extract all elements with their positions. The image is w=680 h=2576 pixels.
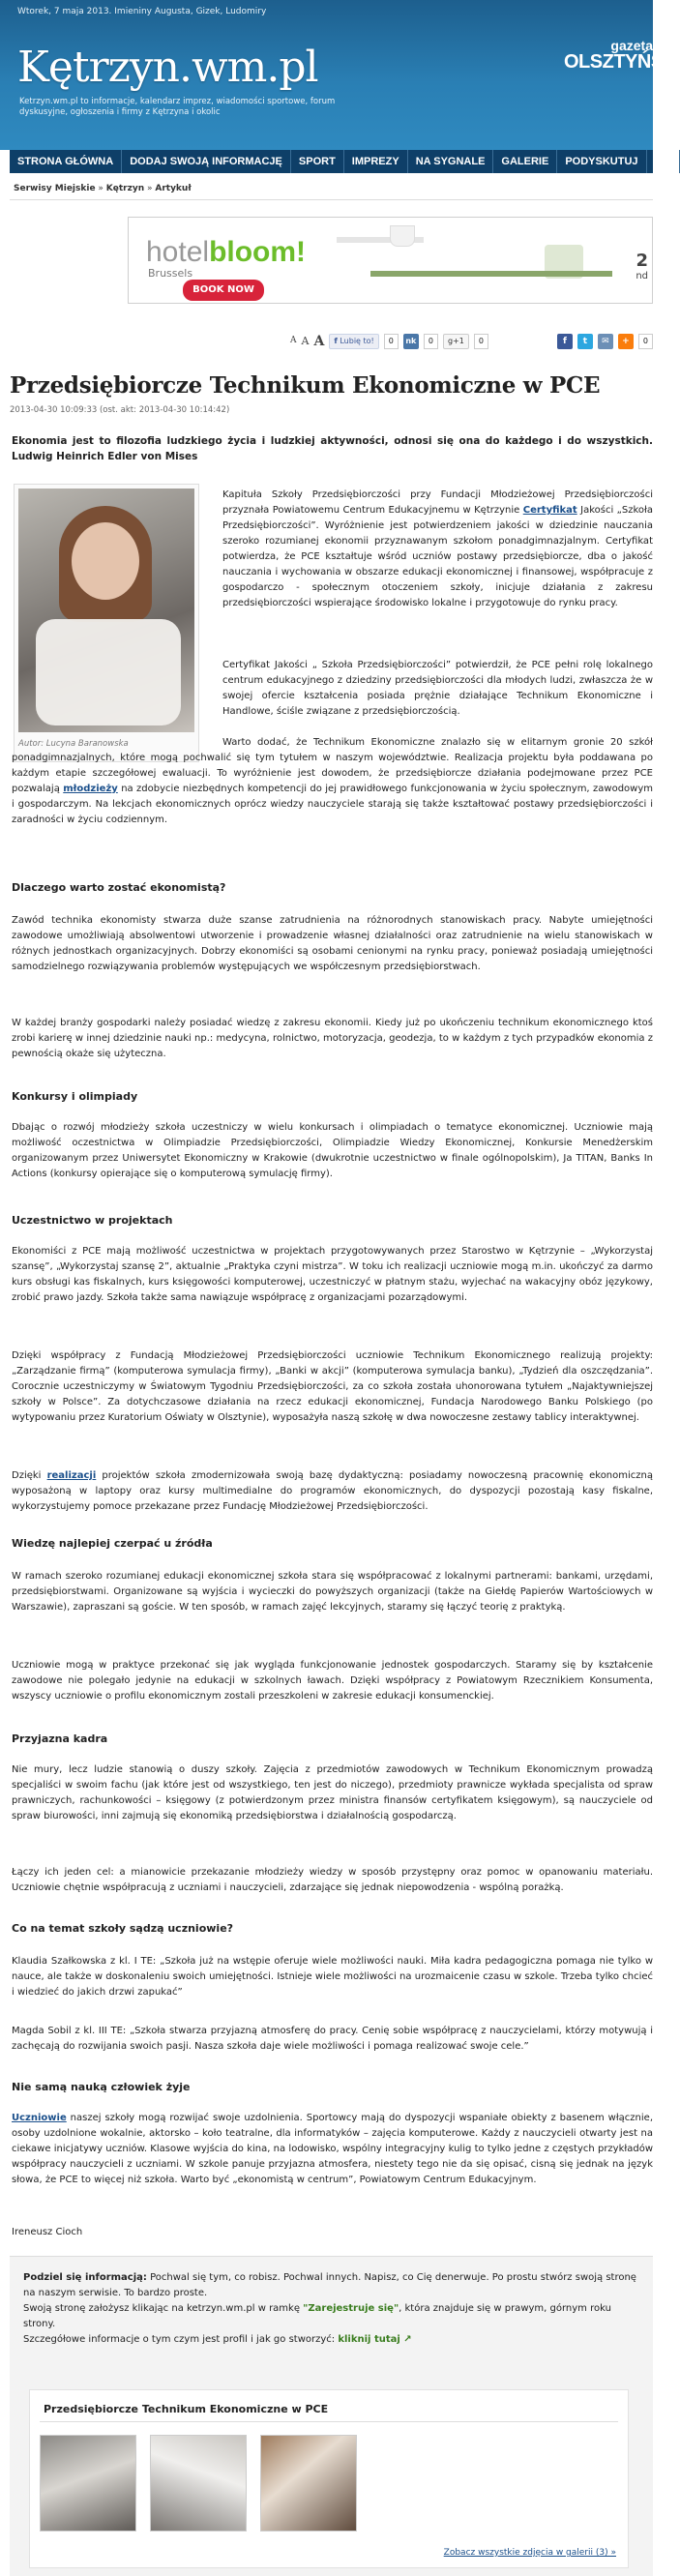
email-share-icon[interactable]: ✉ [598, 334, 613, 349]
gallery-thumb[interactable] [260, 2435, 357, 2532]
paragraph: W każdej branży gospodarki należy posiadać wiedzę z zakresu ekonomii. Kiedy już po ukończeniu technikum ekonomicznego ktoś zrobi karierę w innej dziedzinie nauki np.: medycyna, rolnictwo, motoryzacja, geodezja, to w każdym z tych przypadków ekonomia z pewnością okaże się użyteczna. [12, 1018, 653, 1059]
header-date: Wtorek, 7 maja 2013. Imieniny Augusta, Gizek, Ludomiry [17, 7, 267, 16]
facebook-like-label: Lubię to! [340, 337, 374, 345]
twitter-share-icon[interactable]: t [577, 334, 593, 349]
paragraph: Certyfikat Jakości „ Szkoła Przedsiębiorczości” potwierdził, że PCE pełni rolę lokalnego centrum edukacyjnego z dziedziny przedsiębiorczości dla młodych ludzi, zwłaszcza że w swojej ofercie kształcenia posiada prężnie działające Technikum Ekonomiczne i Handlowe, ściśle związane z przedsiębiorczością. [222, 660, 653, 717]
paragraph [12, 735, 653, 828]
gallery-title: Przedsiębiorcze Technikum Ekonomiczne w PCE [44, 2403, 329, 2415]
gallery-divider [40, 2421, 618, 2422]
article-title: Przedsiębiorcze Technikum Ekonomiczne w PCE [10, 372, 601, 399]
paragraph: Zawód technika ekonomisty stwarza duże szanse zatrudnienia na różnorodnych stanowiskach pracy. Nabyte umiejętności zawodowe umożliwiają absolwentowi utworzenie i prowadzenie własnej działalności oraz zatrudnienie na wielu stanowiskach w różnych jednostkach organizacyjnych. Dobrzy ekonomiści są osobami cenionymi na rynku pracy, ponieważ posiadają umiejętności samodzielnego rozwiązywania problemów występujących we współczesnym przedsiębiorstwach. [12, 915, 653, 972]
facebook-share-icon[interactable]: f [557, 334, 573, 349]
gplus-button[interactable]: g+1 [443, 334, 469, 349]
breadcrumb-sep: » [95, 184, 106, 193]
section-heading: Uczestnictwo w projektach [12, 1214, 173, 1227]
ad-cup [390, 225, 415, 247]
paragraph: Ekonomiści z PCE mają możliwość uczestnictwa w projektach przygotowywanych przez Starostwo w Kętrzynie – „Wykorzystaj szansę”, „Wykorzystaj szansę 2”, aktualnie „Praktyka czyni mistrza”. W toku ich realizacji uczniowie mogą m.in. ukończyć za darmo kurs obsługi kas fiskalnych, kurs księgowości komputerowej, uczestniczyć w płatnym stażu, wyjechać na wakacyjny obóz językowy, zrobić prawo jazdy. Szkoła także sama nawiązuje współpracę z organizacjami pozarządowymi. [12, 1246, 653, 1303]
article-author: Ireneusz Cioch [12, 2227, 83, 2237]
paragraph-text: Kapituła Szkoły Przedsiębiorczości przy Fundacji Młodzieżowej Przedsiębiorczości przyznała Powiatowemu Centrum Edukacyjnemu w Kętrzynie [222, 489, 653, 516]
paragraph-text: naszej szkoły mogą rozwijać swoje uzdolnienia. Sportowcy mają do dyspozycji wspaniałe obiekty z basenem włącznie, osoby uzdolnione wokalnie, aktorsko – koło teatralne, dla informatyków – zajęcia komputerowe. Każdy z nauczycieli otwarty jest na ciekawe inicjatywy uczniów. Klasowe wyjścia do kina, na lodowisko, wspólny integracyjny kulig to tylko jedne z częstych przykładów współpracy nauczycieli z uczniami. W szkole panuje przyjazna atmosfera, niestety tego nie da się opisać, cisną się jednak na język słowa, że PCE to więcej niż szkoła. Warto być „ekonomistą w centrum”, Powiatowym Centrum Edukacyjnym. [12, 2113, 653, 2185]
external-link-icon: ↗ [399, 2334, 412, 2345]
uczniowie-link[interactable]: Uczniowie [12, 2113, 67, 2123]
nav-galleries[interactable]: GALERIE [493, 150, 557, 173]
photo-gallery [29, 2389, 629, 2568]
divider [10, 199, 653, 200]
gallery-more-link[interactable]: Zobacz wszystkie zdjęcia w galerii (3) » [443, 2547, 616, 2558]
nav-discuss[interactable]: PODYSKUTUJ [557, 150, 646, 173]
share-info-text2a: Swoją stronę założysz klikając na ketrzyn.wm.pl w ramkę [23, 2303, 304, 2314]
paragraph-text: na zdobycie niezbędnych kompetencji do jej prawidłowego funkcjonowania w życiu społecznym, zawodowym i gospodarczym. Na lekcjach ekonomicznych oprócz wiedzy nauczyciele starają się także kształtować postawy przedsiębiorczości i zaradności w życiu codziennym. [12, 784, 654, 825]
paragraph-text: Warto dodać, że Technikum Ekonomiczne znalazło się w elitarnym gronie 20 szkół ponadgimnazjalnych, które mogą pochwalić się tym tytułem w naszym województwie. Realizacja projektu była poddawana po każdym etapie szczegółowej ewaluacji. To wyróżnienie jest dowodem, że przedsiębiorcze działania podejmowane przez PCE pozwalają [12, 737, 653, 794]
paragraph-text: Dzięki [12, 1470, 47, 1481]
breadcrumb-services[interactable]: Serwisy Miejskie [14, 184, 96, 193]
site-logo[interactable]: Kętrzyn.wm.pl [17, 43, 318, 92]
photo-face [72, 522, 139, 600]
nav-add-info[interactable]: DODAJ SWOJĄ INFORMACJĘ [122, 150, 291, 173]
ad-banner[interactable] [128, 217, 653, 304]
facebook-like-button[interactable] [329, 334, 378, 349]
paragraph: Dbając o rozwój młodzieży szkoła uczestniczy w wielu konkursach i olimpiadach o tematyce ekonomicznej. Uczniowie mają możliwość oczestnictwa w Olimpiadzie Przedsiębiorczości, Olimpiadzie Wiedzy Ekonomicznej, Konkursie Menedżerskim organizowanym przez Uniwersytet Ekonomiczny w Krakowie (dwukrotnie uczestnictwo w finale ogólnopolskim), Ja TITAN, Banks In Actions (konkursy opierające się o komputerową symulację firmy). [12, 1122, 653, 1179]
breadcrumb-article: Artykuł [155, 184, 192, 193]
partner-logo[interactable] [564, 38, 664, 73]
ad-table [370, 271, 612, 277]
photo-image [18, 489, 194, 732]
site-header [0, 0, 664, 150]
nk-icon[interactable]: nk [403, 334, 419, 349]
ad-brand-b: bloom! [209, 236, 307, 268]
ad-brand-a: hotel [146, 236, 210, 268]
certyfikat-link[interactable]: Certyfikat [522, 505, 577, 516]
font-medium-button[interactable]: A [301, 335, 310, 348]
nav-emergency[interactable]: NA SYGNALE [408, 150, 494, 173]
photo-paper [36, 619, 181, 725]
nk-count: 0 [424, 334, 438, 349]
ad-side-sup: nd [636, 271, 648, 281]
paragraph: Dzięki współpracy z Fundacją Młodzieżowej Przedsiębiorczości uczniowie Technikum Ekonomicznego realizują projekty: „Zarządzanie firmą” (komputerowa symulacja firmy), „Banki w akcji” (komputerowa symulacja banku), „Tydzień dla oszczędzania”. Corocznie uczestniczymy w Światowym Tygodniu Przedsiębiorczości, za co szkoła została uhonorowana tytułem „Najaktywniejszej szkoły w Polsce”. Za dotychczasowe działania na rzecz edukacji ekonomicznej, Fundacja Narodowego Banku Polskiego (po wytypowaniu przez Kuratorium Oświaty w Olsztynie), wyposażyła naszą szkołę w dwa nowoczesne zestawy tablicy interaktywnej. [12, 1350, 653, 1423]
paragraph-text: Jakości „Szkoła Przedsiębiorczości”. Wyróżnienie jest potwierdzeniem jakości w dziedzinie nauczania szeroko rozumianej ekonomii przyznawanym szkołom ponadgimnazjalnym. Certyfikat potwierdza, że PCE kształtuje wśród uczniów postawy przedsiębiorcze, dba o jakość nauczania i wychowania w obszarze edukacji ekonomicznej i finansowej, współpracuje z gospodarczo - społecznym otoczeniem szkoły, inicjuje działania z zakresu przedsiębiorczości wspierające środowisko lokalne i przygotowuje do rynku pracy. [222, 505, 653, 608]
paragraph-text: projektów szkoła zmodernizowała swoją bazę dydaktyczną: posiadamy nowoczesną pracownię ekonomiczną wyposażoną w laptopy oraz kursy multimedialne do programów ekonomicznych, do dyspozycji pozostają kasy fiskalne, wykorzystujemy pomoce przekazane przez Fundację Młodzieżowej Przedsiębiorczości. [12, 1470, 653, 1512]
share-count: 0 [638, 334, 653, 349]
site-tagline: Ketrzyn.wm.pl to informacje, kalendarz imprez, wiadomości sportowe, forum dyskusyjne, ogłoszenia i firmy z Kętrzyna i okolic [19, 97, 336, 118]
share-info-heading: Podziel się informacją: [23, 2272, 147, 2283]
ad-city: Brussels [148, 267, 193, 280]
nav-sport[interactable]: SPORT [291, 150, 344, 173]
share-info-text1: Pochwal się tym, co robisz. Pochwal innych. Napisz, co Cię denerwuje. Po prostu stwórz swoją stronę na naszym serwisie. To bardzo proste. [23, 2272, 636, 2298]
article-photo[interactable] [14, 484, 199, 762]
paragraph: Klaudia Szałkowska z kl. I TE: „Szkoła już na wstępie oferuje wiele możliwości nauki. Miła kadra pedagogiczna pomaga nie tylko w nauce, ale także w doskonaleniu swoich umiejętności. Istnieje wiele możliwości na urozmaicenie czasu w szkole. Trzeba tylko chcieć i wiedzieć do jakich drzwi zapukać” [12, 1956, 653, 1998]
addthis-share-icon[interactable]: + [618, 334, 634, 349]
breadcrumb [14, 183, 192, 195]
paragraph [12, 1468, 653, 1515]
share-info-text [23, 2270, 642, 2348]
ad-side-number: 2 [636, 251, 648, 271]
font-small-button[interactable]: A [290, 336, 297, 346]
paragraph: Uczniowie mogą w praktyce przekonać się jak wygląda funkcjonowanie jednostek gospodarczych. Staramy się by kształcenie zawodowe nie polegało jedynie na edukacji w szkolnych ławach. Dzięki współpracy z Powiatowym Rzecznikiem Konsumenta, wszyscy uczniowie o profilu ekonomicznym zostali przeszkoleni w zakresie edukacji konsumenckiej. [12, 1660, 653, 1702]
section-heading: Nie samą nauką człowiek żyje [12, 2081, 191, 2093]
partner-logo-line1: gazeta [610, 38, 653, 53]
paragraph [222, 488, 653, 611]
section-heading: Przyjazna kadra [12, 1732, 108, 1745]
nav-home[interactable]: STRONA GŁÓWNA [10, 150, 122, 173]
share-info-text2b: , która znajduje się w prawym, górnym roku strony. [23, 2303, 611, 2329]
main-nav [10, 150, 671, 173]
paragraph [12, 2111, 653, 2188]
paragraph: W ramach szeroko rozumianej edukacji ekonomicznej szkoła stara się współpracować z lokalnymi partnerami: bankami, urzędami, przedsiębiorstwami. Organizowane są wyjścia i wycieczki do powyższych organizacji (także na Giełdę Papierów Wartościowych w Warszawie), zapraszani są goście. W ten sposób, w ramach zajęć lekcyjnych, staramy się łączyć teorię z praktyką. [12, 1571, 653, 1613]
facebook-icon: f [334, 337, 338, 345]
paragraph: Magda Sobil z kl. III TE: „Szkoła stwarza przyjazną atmosferę do pracy. Cenię sobie współpracę z nauczycielami, którzy motywują i zachęcają do rozwijania swoich pasji. Nasza szkoła daje wiele możliwości i pomaga realizować swoje cele.” [12, 2026, 653, 2052]
photo-caption: Autor: Lucyna Baranowska [18, 739, 129, 749]
section-heading: Dlaczego warto zostać ekonomistą? [12, 881, 226, 894]
facebook-like-count: 0 [384, 334, 399, 349]
font-large-button[interactable]: A [313, 333, 325, 349]
nav-events[interactable]: IMPREZY [344, 150, 408, 173]
gallery-thumb[interactable] [150, 2435, 247, 2532]
breadcrumb-sep: » [144, 184, 156, 193]
ad-book-now-button[interactable]: BOOK NOW [183, 280, 264, 301]
paragraph: Łączy ich jeden cel: a mianowicie przekazanie młodzieży wiedzy w sposób przystępny oraz pomoc w opanowaniu materiału. Uczniowie chętnie współpracują z uczniami i nauczycieli, zdarzające się jednak niepowodzenia - wspólną porażką. [12, 1867, 653, 1893]
section-heading: Konkursy i olimpiady [12, 1090, 138, 1103]
paragraph: Nie mury, lecz ludzie stanowią o duszy szkoły. Zajęcia z przedmiotów zawodowych w Technikum Ekonomicznym prowadzą specjaliści w swoim fachu (jak które jest od wszystkiego, ten jest do niczego), przedmioty prawnicze wykłada specjalista od spraw prawniczych, rachunkowości – księgowy (z potwierdzonym przez ministra finansów certyfikatem księgowym), są nauczyciele od spraw biurowości, inni zajmują się ekonomiką przedsiębiorstwa i działalnością gospodarczą. [12, 1764, 653, 1821]
realizacji-link[interactable]: realizacji [46, 1470, 97, 1481]
share-info-text3: Szczegółowe informacje o tym czym jest profil i jak go stworzyć: [23, 2334, 339, 2345]
article-meta: 2013-04-30 10:09:33 (ost. akt: 2013-04-30 10:14:42) [10, 405, 230, 415]
gplus-count: 0 [474, 334, 488, 349]
section-heading: Co na temat szkoły sądzą uczniowie? [12, 1922, 234, 1935]
article-toolbar [290, 332, 653, 351]
breadcrumb-city[interactable]: Kętrzyn [105, 184, 145, 193]
section-heading: Wiedzę najlepiej czerpać u źródła [12, 1537, 213, 1550]
partner-logo-line2: OLSZTYŃS [564, 51, 664, 73]
gallery-thumb[interactable] [40, 2435, 136, 2532]
mlodziezy-link[interactable]: młodzieży [63, 784, 118, 794]
article-lead: Ekonomia jest to filozofia ludzkiego życia i ludzkiej aktywności, odnosi się ona do każdego i do wszystkich. Ludwig Heinrich Edler von Mises [12, 435, 653, 463]
register-link[interactable]: "Zarejestruje się" [303, 2303, 399, 2314]
nav-more[interactable]: MA [647, 150, 680, 173]
click-here-link[interactable]: kliknij tutaj [338, 2334, 400, 2345]
